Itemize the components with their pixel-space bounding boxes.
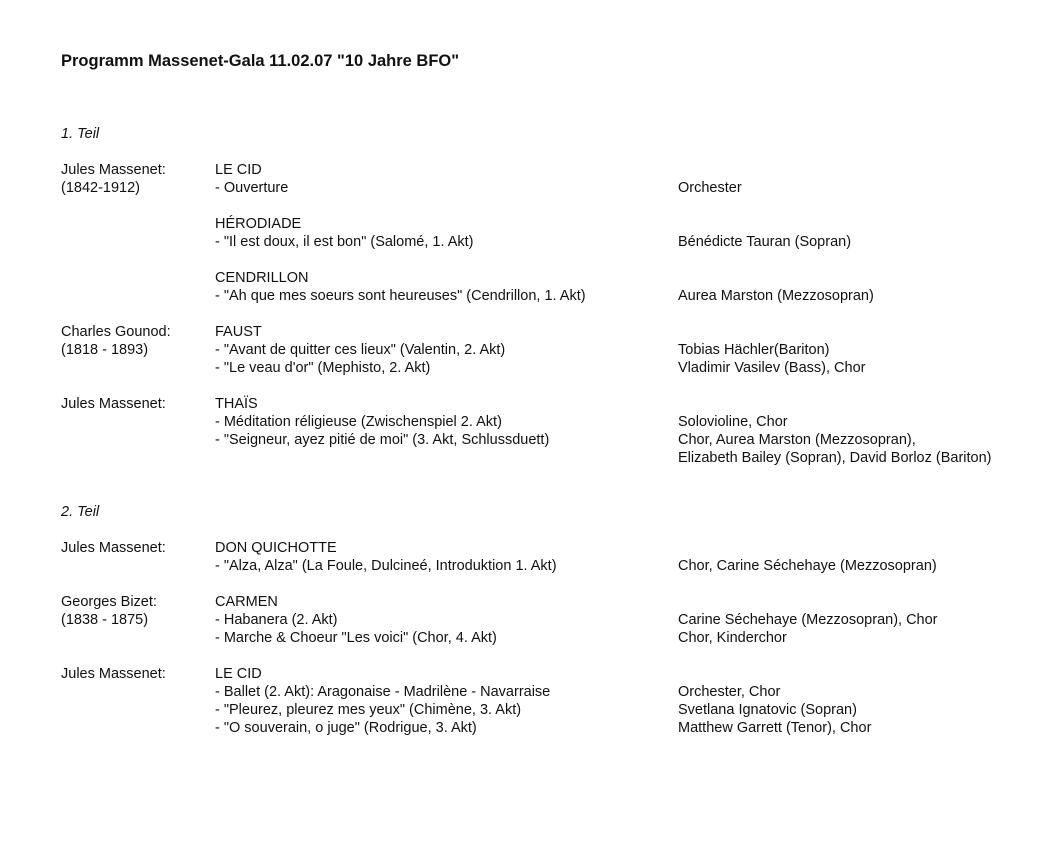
performers: Matthew Garrett (Tenor), Chor (678, 720, 872, 736)
program-item: - "Le veau d'or" (Mephisto, 2. Akt) (215, 360, 431, 376)
composer-name: Jules Massenet: (61, 162, 166, 178)
work-title: CARMEN (215, 594, 278, 610)
program-item: - "Ah que mes soeurs sont heureuses" (Cendrillon, 1. Akt) (215, 288, 586, 304)
work-title: HÉRODIADE (215, 216, 302, 232)
page-title: Programm Massenet-Gala 11.02.07 "10 Jahre BFO" (61, 52, 460, 70)
composer-name: Jules Massenet: (61, 540, 166, 556)
work-title: DON QUICHOTTE (215, 540, 337, 556)
work-title: LE CID (215, 666, 262, 682)
performers: Vladimir Vasilev (Bass), Chor (678, 360, 866, 376)
part-heading: 2. Teil (61, 504, 100, 520)
program-item: - "O souverain, o juge" (Rodrigue, 3. Akt) (215, 720, 477, 736)
composer-name: Georges Bizet: (61, 594, 157, 610)
performers: Solovioline, Chor (678, 414, 788, 430)
performers: Orchester (678, 180, 742, 196)
performers: Elizabeth Bailey (Sopran), David Borloz (Bariton) (678, 450, 992, 466)
composer-years: (1842-1912) (61, 180, 140, 196)
performers: Chor, Carine Séchehaye (Mezzosopran) (678, 558, 937, 574)
program-item: - "Avant de quitter ces lieux" (Valentin, 2. Akt) (215, 342, 506, 358)
program-item: - "Alza, Alza" (La Foule, Dulcineé, Introduktion 1. Akt) (215, 558, 557, 574)
performers: Bénédicte Tauran (Sopran) (678, 234, 852, 250)
composer-name: Charles Gounod: (61, 324, 171, 340)
program-item: - "Il est doux, il est bon" (Salomé, 1. Akt) (215, 234, 474, 250)
performers: Chor, Kinderchor (678, 630, 787, 646)
work-title: FAUST (215, 324, 262, 340)
performers: Carine Séchehaye (Mezzosopran), Chor (678, 612, 938, 628)
program-item: - Ballet (2. Akt): Aragonaise - Madrilène - Navarraise (215, 684, 551, 700)
program-item: - Marche & Choeur "Les voici" (Chor, 4. Akt) (215, 630, 497, 646)
work-title: LE CID (215, 162, 262, 178)
performers: Orchester, Chor (678, 684, 781, 700)
performers: Aurea Marston (Mezzosopran) (678, 288, 874, 304)
program-item: - "Seigneur, ayez pitié de moi" (3. Akt, Schlussduett) (215, 432, 550, 448)
composer-name: Jules Massenet: (61, 396, 166, 412)
performers: Svetlana Ignatovic (Sopran) (678, 702, 857, 718)
work-title: CENDRILLON (215, 270, 309, 286)
work-title: THAÏS (215, 396, 258, 412)
composer-years: (1818 - 1893) (61, 342, 149, 358)
part-heading: 1. Teil (61, 126, 100, 142)
program-item: - "Pleurez, pleurez mes yeux" (Chimène, 3. Akt) (215, 702, 522, 718)
program-item: - Habanera (2. Akt) (215, 612, 338, 628)
performers: Tobias Hächler(Bariton) (678, 342, 830, 358)
program-item: - Méditation réligieuse (Zwischenspiel 2. Akt) (215, 414, 502, 430)
composer-years: (1838 - 1875) (61, 612, 149, 628)
composer-name: Jules Massenet: (61, 666, 166, 682)
program-item: - Ouverture (215, 180, 289, 196)
performers: Chor, Aurea Marston (Mezzosopran), (678, 432, 916, 448)
